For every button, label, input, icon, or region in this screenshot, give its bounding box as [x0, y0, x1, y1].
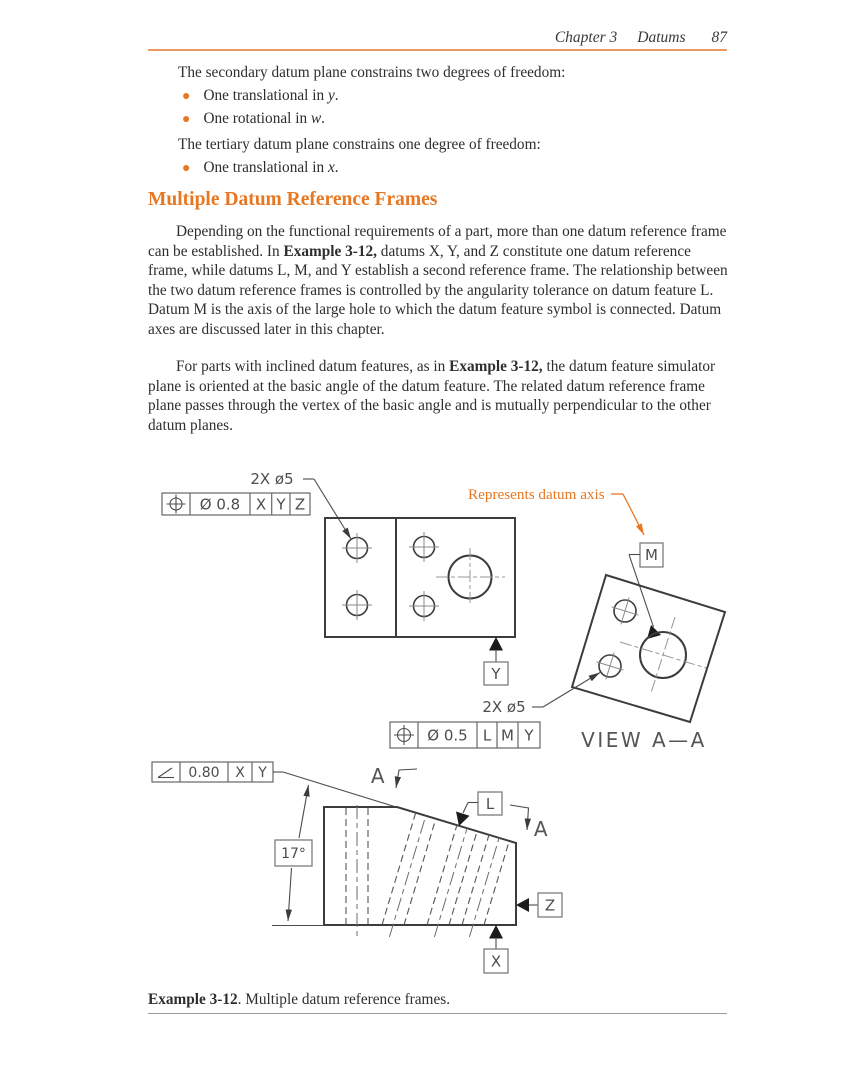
header-section: Datums	[637, 29, 686, 46]
bullet-text: One rotational in w.	[203, 110, 325, 127]
figure-caption	[148, 991, 450, 1009]
bullet-icon: ●	[182, 112, 191, 127]
small-hole	[342, 590, 372, 620]
fcf-ang-datum-2: Y	[258, 765, 267, 781]
datum-Z-letter: Z	[544, 896, 556, 915]
side-view-part	[272, 805, 516, 937]
position-symbol-icon	[167, 495, 186, 514]
angle-value: 17°	[281, 846, 306, 862]
section-arrow-left	[371, 764, 417, 788]
view-aa-label: VIEW A—A	[581, 728, 707, 752]
section-heading: Multiple Datum Reference Frames	[148, 189, 438, 210]
caption-example-number: Example 3-12	[148, 991, 238, 1008]
fcf-top-datum-2: Y	[276, 495, 286, 514]
feature-control-frame-mid	[390, 722, 540, 748]
position-symbol-icon	[394, 725, 414, 745]
datum-feature-symbol-Z	[516, 893, 562, 917]
paragraph-1: Depending on the functional requirements of a part, more than one datum reference frame can be established. In Example 3-12, datums X, Y, and Z constitute one datum reference frame, while datums L, M, and Y establish a second reference frame. The relationship between the two datum reference frames is controlled by the angularity tolerance on datum feature L. Datum M is the axis of the large hole to which the datum feature symbol is connected. Datum axes are discussed later in this chapter.	[148, 223, 728, 338]
front-view-part	[325, 518, 515, 637]
inclined-hole-hidden-lines	[382, 813, 509, 937]
fcf-mid-tolerance: Ø 0.5	[427, 726, 468, 745]
large-hole	[436, 548, 505, 603]
bullet-item	[182, 110, 325, 129]
fcf-top-datum-1: X	[255, 495, 267, 514]
datum-L-letter: L	[485, 795, 495, 813]
angle-dimension	[275, 785, 312, 921]
hole-callout-mid-label: 2X ø5	[482, 698, 526, 716]
large-hole	[620, 617, 706, 693]
view-aa-part	[572, 575, 725, 722]
header-rule	[148, 49, 727, 51]
section-arrow-right	[510, 805, 550, 841]
fcf-mid-datum-1: L	[482, 726, 492, 745]
vertical-hole-hidden-lines	[346, 805, 368, 936]
datum-M-letter: M	[645, 546, 658, 564]
secondary-lead-text: The secondary datum plane constrains two degrees of freedom:	[178, 64, 566, 81]
fcf-mid-datum-2: M	[501, 726, 514, 745]
section-letter-left: A	[370, 764, 388, 788]
example-3-12-drawing	[0, 455, 849, 985]
section-letter-right: A	[533, 817, 551, 841]
small-hole	[597, 653, 624, 680]
datum-feature-symbol-L	[456, 792, 502, 826]
bullet-text: One translational in y.	[203, 87, 339, 104]
datum-axis-annotation	[468, 486, 644, 535]
caption-rule	[148, 1013, 727, 1014]
running-header	[148, 29, 727, 47]
bullet-item	[182, 159, 339, 178]
small-hole	[342, 533, 372, 563]
fcf-ang-tolerance: 0.80	[188, 765, 220, 781]
header-page-number: 87	[711, 29, 727, 46]
datum-axis-note-text: Represents datum axis	[468, 486, 605, 503]
fcf-top-tolerance: Ø 0.8	[199, 495, 241, 514]
fcf-ang-datum-1: X	[235, 765, 245, 781]
bullet-icon: ●	[182, 89, 191, 104]
tertiary-lead-text: The tertiary datum plane constrains one degree of freedom:	[178, 136, 541, 153]
small-hole	[612, 598, 639, 625]
datum-feature-symbol-Y	[484, 637, 508, 685]
bullet-icon: ●	[182, 161, 191, 176]
small-hole	[409, 532, 439, 562]
feature-control-frame-angularity	[152, 762, 396, 807]
small-hole	[409, 591, 439, 621]
datum-feature-symbol-X	[484, 925, 508, 973]
fcf-top-datum-3: Z	[294, 495, 306, 514]
feature-control-frame-top	[162, 493, 310, 515]
bullet-text: One translational in x.	[203, 159, 339, 176]
paragraph-2: For parts with inclined datum features, as in Example 3-12, the datum feature simulator plane is oriented at the basic angle of the datum feature. The related datum reference frame plane passes through the vertex of the basic angle and is mutually perpendicular to the other datum planes.	[148, 358, 716, 434]
hole-callout-top-label: 2X ø5	[250, 470, 294, 488]
fcf-mid-datum-3: Y	[524, 726, 534, 745]
header-chapter: Chapter 3	[554, 29, 618, 46]
datum-X-letter: X	[490, 952, 502, 971]
datum-Y-letter: Y	[491, 665, 501, 683]
bullet-item	[182, 87, 339, 106]
caption-text: . Multiple datum reference frames.	[237, 991, 451, 1008]
angularity-symbol-icon	[158, 768, 174, 778]
